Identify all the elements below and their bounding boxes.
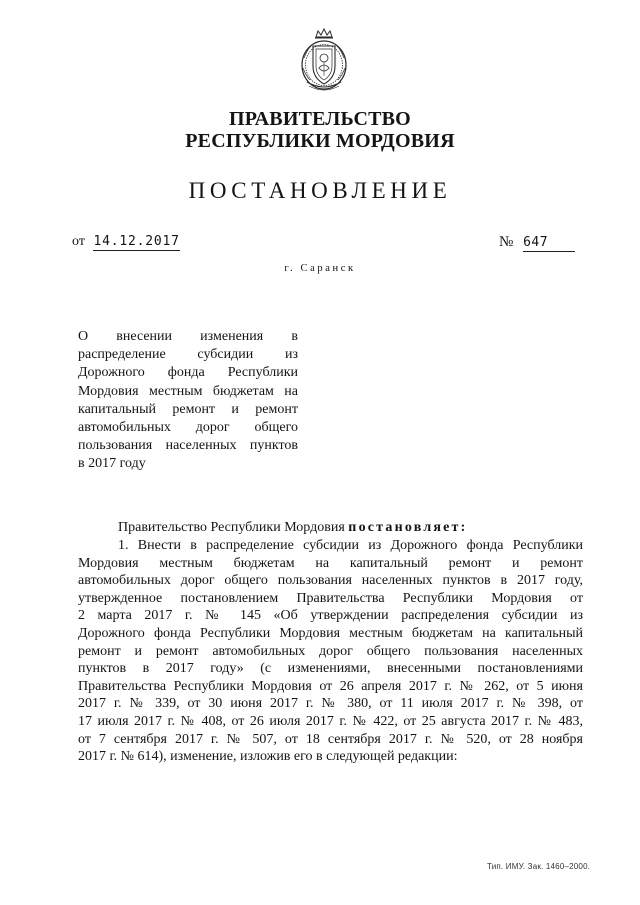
paragraph-line: Мордовия местным бюджетам на капитальный ремонт и ремонт	[78, 555, 583, 571]
paragraph-line: автомобильных дорог общего пользования населенных пунктов в 2017 году,	[78, 573, 583, 589]
paragraph-line: 2017 г. № 339, от 30 июня 2017 г. № 380, от 11 июля 2017 г. № 398, от	[78, 696, 583, 712]
print-mark: Тип. ИМУ. Зак. 1460–2000.	[487, 862, 591, 871]
subject-line: Дорожного фонда Республики	[78, 365, 298, 381]
subject-line: пользования населенных пунктов	[78, 438, 298, 454]
paragraph-line: от 7 сентября 2017 г. № 507, от 18 сентября 2017 г. № 520, от 28 ноября	[78, 731, 583, 747]
government-title-line1: ПРАВИТЕЛЬСТВО	[229, 108, 411, 130]
decree-date	[72, 234, 180, 251]
government-title-line2: РЕСПУБЛИКИ МОРДОВИЯ	[185, 130, 455, 152]
decree-subject	[78, 328, 298, 474]
decree-keyword: постановляет:	[348, 520, 468, 535]
subject-line: автомобильных дорог общего	[78, 420, 298, 436]
paragraph-line: 2 марта 2017 г. № 145 «Об утверждении распределения субсидии из	[78, 608, 583, 624]
document-type-title: ПОСТАНОВЛЕНИЕ	[188, 178, 452, 203]
paragraph-line: ремонт и ремонт автомобильных дорог общего пользования населенных	[78, 643, 583, 659]
decree-number	[499, 234, 575, 252]
coat-of-arms-icon	[299, 28, 349, 94]
date-value: 14.12.2017	[93, 234, 180, 249]
paragraph-line: 1. Внести в распределение субсидии из Дорожного фонда Республики	[118, 538, 583, 553]
paragraph-line: пунктов в 2017 году» (с изменениями, внесенными постановлениями	[78, 661, 583, 677]
number-value: 647	[523, 235, 575, 252]
intro-text: Правительство Республики Мордовия	[118, 520, 349, 535]
number-label: №	[499, 234, 514, 250]
subject-line: распределение субсидии из	[78, 347, 298, 363]
date-label: от	[72, 234, 85, 249]
subject-line: в 2017 году	[78, 456, 146, 472]
subject-line: Мордовия местным бюджетам на	[78, 383, 298, 399]
paragraph-line: утвержденное постановлением Правительства Республики Мордовия от	[78, 590, 583, 606]
subject-line: О внесении изменения в	[78, 329, 298, 344]
paragraph-1	[78, 537, 583, 766]
paragraph-line: Дорожного фонда Республики Мордовия местным бюджетам на капитальный	[78, 625, 583, 641]
paragraph-line: 2017 г. № 614), изменение, изложив его в следующей редакции:	[78, 749, 458, 765]
paragraph-line: 17 июля 2017 г. № 408, от 26 июля 2017 г. № 422, от 25 августа 2017 г. № 483,	[78, 713, 583, 729]
city-name: г. Саранск	[284, 263, 356, 274]
decree-intro	[78, 519, 583, 537]
subject-line: капитальный ремонт и ремонт	[78, 401, 298, 417]
paragraph-line: Правительства Республики Мордовия от 26 апреля 2017 г. № 262, от 5 июня	[78, 678, 583, 694]
